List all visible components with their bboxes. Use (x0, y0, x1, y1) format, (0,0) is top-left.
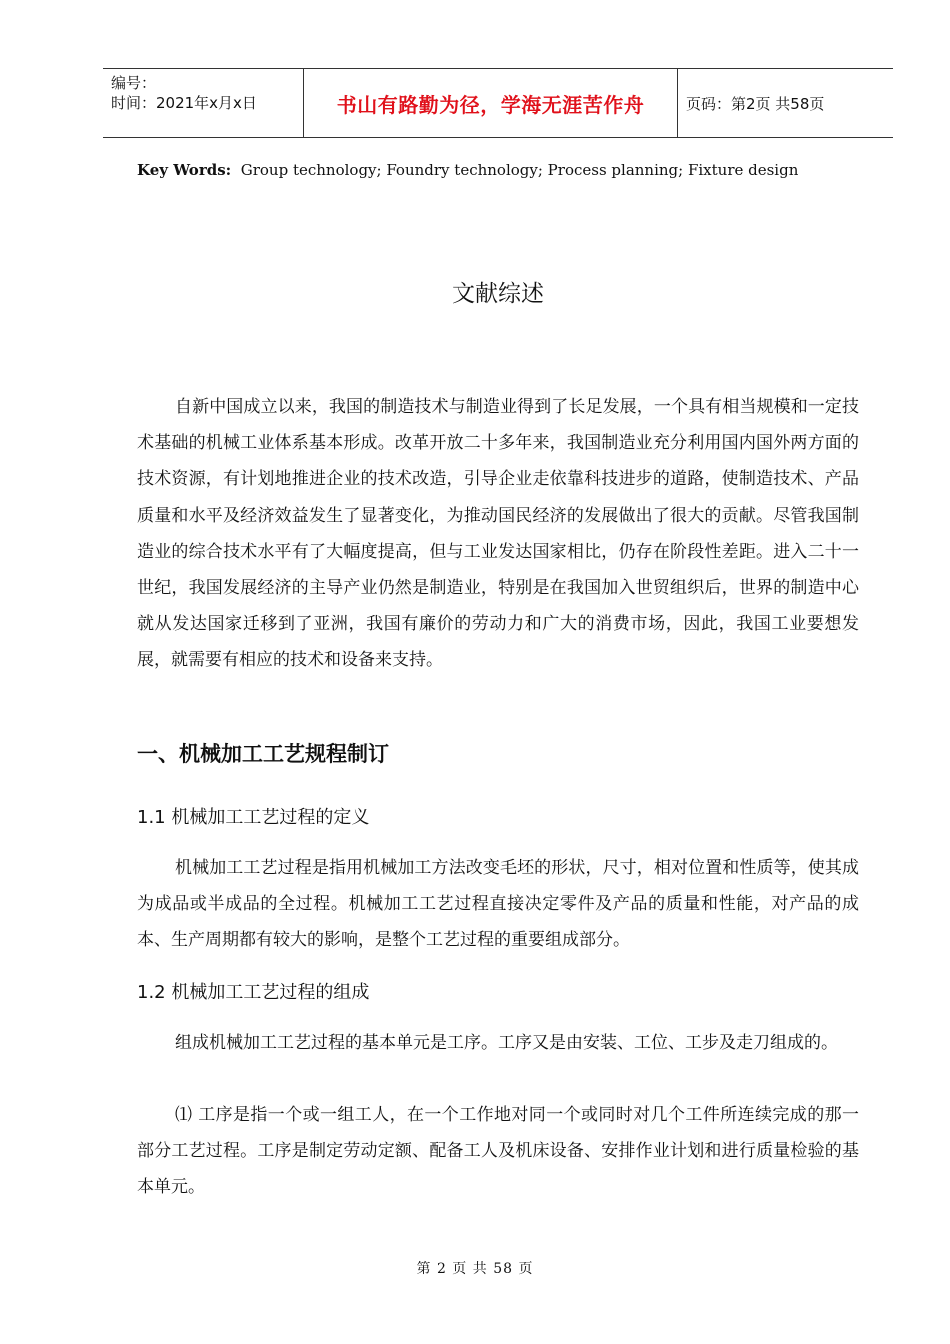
keywords-line (137, 161, 798, 179)
section-heading: 一、机械加工工艺规程制订 (137, 742, 389, 766)
keywords-label: Key Words: (137, 161, 232, 179)
subsection-paragraph-1-1: 机械加工工艺过程是指用机械加工方法改变毛坯的形状，尺寸，相对位置和性质等，使其成为成品或半成品的全过程。机械加工工艺过程直接决定零件及产品的质量和性能，对产品的成本、生产周期都有较大的影响，是整个工艺过程的重要组成部分。 (137, 858, 859, 951)
header-page-info: 页码：第2页 共58页 (686, 94, 825, 113)
page-footer: 第 2 页 共 58 页 (416, 1261, 534, 1277)
page-title: 文献综述 (452, 281, 544, 307)
time-label: 时间：2021年x月x日 (111, 94, 257, 112)
list-item-1: ⑴ 工序是指一个或一组工人，在一个工作地对同一个或同时对几个工件所连续完成的那一部分工艺过程。工序是制定劳动定额、配备工人及机床设备、安排作业计划和进行质量检验的基本单元。 (137, 1105, 859, 1198)
subsection-paragraph-1-2: 组成机械加工工艺过程的基本单元是工序。工序又是由安装、工位、工步及走刀组成的。 (175, 1033, 838, 1053)
keywords-text: Group technology; Foundry technology; Process planning; Fixture design (240, 161, 799, 179)
intro-paragraph: 自新中国成立以来，我国的制造技术与制造业得到了长足发展，一个具有相当规模和一定技术基础的机械工业体系基本形成。改革开放二十多年来，我国制造业充分利用国内国外两方面的技术资源，有计划地推进企业的技术改造，引导企业走依靠科技进步的道路，使制造技术、产品质量和水平及经济效益发生了显著变化，为推动国民经济的发展做出了很大的贡献。尽管我国制造业的综合技术水平有了大幅度提高，但与工业发达国家相比，仍存在阶段性差距。进入二十一世纪，我国发展经济的主导产业仍然是制造业，特别是在我国加入世贸组织后，世界的制造中心就从发达国家迁移到了亚洲，我国有廉价的劳动力和广大的消费市场，因此，我国工业要想发展，就需要有相应的技术和设备来支持。 (137, 397, 859, 671)
subsection-heading-1-1: 1.1 机械加工工艺过程的定义 (137, 807, 370, 828)
subsection-heading-1-2: 1.2 机械加工工艺过程的组成 (137, 982, 370, 1003)
number-label: 编号： (111, 74, 157, 92)
header-motto: 书山有路勤为径，学海无涯苦作舟 (304, 69, 678, 137)
header-meta (103, 69, 304, 137)
page-header (103, 68, 893, 138)
